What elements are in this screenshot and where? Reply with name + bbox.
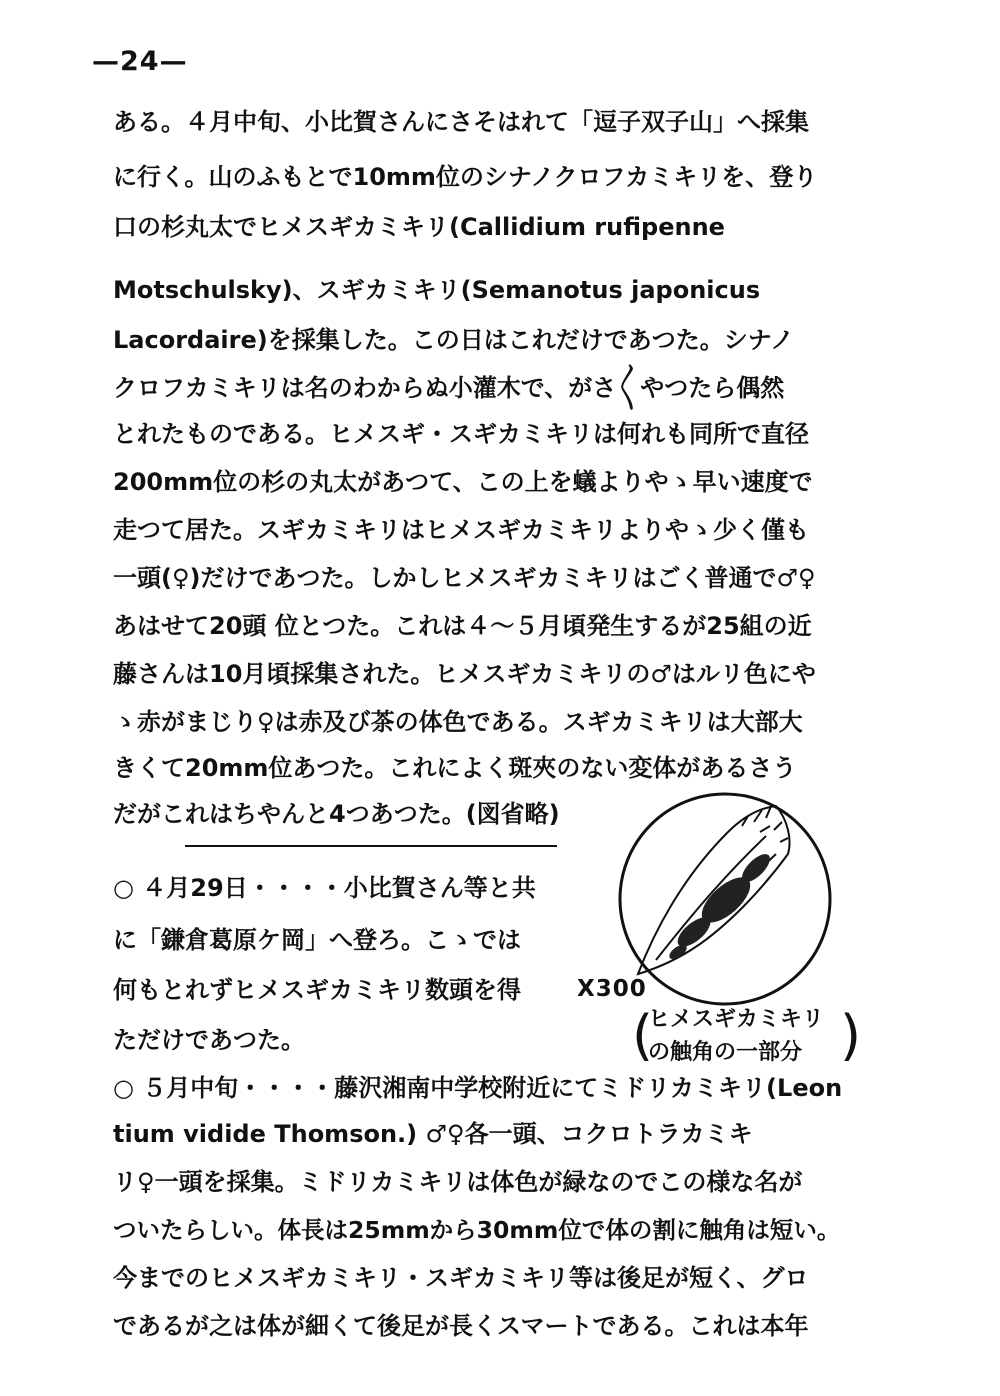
body-line: に行く。山のふもとで10mm位のシナノクロフカミキリを、登り bbox=[113, 163, 818, 191]
antenna-segment-shape bbox=[638, 804, 790, 974]
body-line: あはせて20頭 位とつた。これは４〜５月頃発生するが25組の近 bbox=[113, 612, 812, 640]
page-number: —24— bbox=[92, 46, 188, 77]
entry-line: ただけであつた。 bbox=[113, 1026, 305, 1054]
caption-line-2: の触角の一部分 bbox=[648, 1040, 803, 1065]
body-line: Motschulsky)、スギカミキリ(Semanotus japonicus bbox=[113, 276, 761, 304]
body-line: 藤さんは10月頃採集された。ヒメスギカミキリの♂はルリ色にや bbox=[113, 660, 816, 688]
entry-line: ○ ４月29日・・・・小比賀さん等と共 bbox=[113, 874, 536, 902]
body-line: Lacordaire)を採集した。この日はこれだけであつた。シナノ bbox=[113, 326, 795, 354]
antenna-shading bbox=[667, 850, 774, 962]
body-line: とれたものである。ヒメスギ・スギカミキリは何れも同所で直径 bbox=[113, 420, 809, 448]
entry-line: tium vidide Thomson.) ♂♀各一頭、コクロトラカミキ bbox=[113, 1120, 753, 1148]
body-line: だがこれはちやんと4つあつた。(図省略) bbox=[113, 800, 560, 828]
caption-open-paren: ( bbox=[632, 1004, 654, 1067]
entry-line: であるが之は体が細くて後足が長くスマートである。これは本年 bbox=[113, 1312, 809, 1340]
body-line: きくて20mm位あつた。これによく斑夾のない変体があるさう bbox=[113, 754, 797, 782]
caption-close-paren: ) bbox=[840, 1004, 862, 1067]
body-line: クロフカミキリは名のわからぬ小灌木で、がさ〳〵やつたら偶然 bbox=[113, 374, 785, 402]
body-line: 口の杉丸太でヒメスギカミキリ(Callidium rufipenne bbox=[113, 213, 725, 241]
caption-line-1: ヒメスギカミキリ bbox=[648, 1007, 825, 1032]
entry-line: 何もとれずヒメスギカミキリ数頭を得 bbox=[113, 976, 521, 1004]
entry-line: ○ ５月中旬・・・・藤沢湘南中学校附近にてミドリカミキリ(Leon bbox=[113, 1074, 843, 1102]
section-divider bbox=[185, 845, 557, 847]
body-line: ある。４月中旬、小比賀さんにさそはれて「逗子双子山」へ採集 bbox=[113, 108, 809, 136]
entry-line: 今までのヒメスギカミキリ・スギカミキリ等は後足が短く、グロ bbox=[113, 1264, 809, 1292]
entry-line: リ♀一頭を採集。ミドリカミキリは体色が緑なのでこの様な名が bbox=[113, 1168, 803, 1196]
body-line: 一頭(♀)だけであつた。しかしヒメスギカミキリはごく普通で♂♀ bbox=[113, 564, 816, 592]
body-line: 200mm位の杉の丸太があつて、この上を蟻よりやゝ早い速度で bbox=[113, 468, 813, 496]
entry-line: に「鎌倉葛原ケ岡」へ登ろ。こゝでは bbox=[113, 926, 521, 954]
entry-line: ついたらしい。体長は25mmから30mm位で体の割に触角は短い。 bbox=[113, 1216, 841, 1244]
body-line: ゝ赤がまじり♀は赤及び茶の体色である。スギカミキリは大部大 bbox=[113, 708, 803, 736]
antenna-drawing bbox=[616, 792, 834, 1006]
body-line: 走つて居た。スギカミキリはヒメスギカミキリよりやゝ少く僅も bbox=[113, 516, 809, 544]
magnification-label: X300 bbox=[577, 976, 647, 1002]
